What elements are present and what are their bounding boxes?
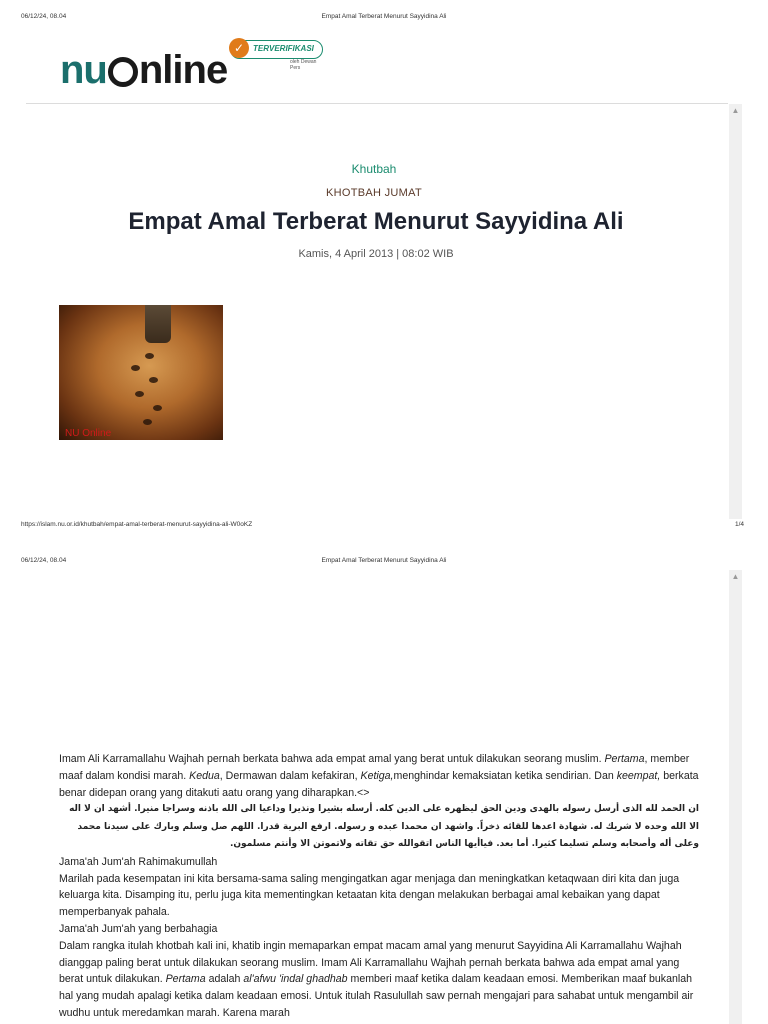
print-header bbox=[0, 13, 768, 25]
paragraph: Jama'ah Jum'ah yang berbahagia bbox=[59, 923, 218, 936]
logo-wordmark: nu nline bbox=[60, 48, 228, 92]
walking-legs-figure bbox=[145, 305, 171, 343]
article-title: Empat Amal Terberat Menurut Sayyidina Ali bbox=[128, 208, 624, 235]
article-body bbox=[59, 751, 699, 1022]
paragraph: Dalam rangka itulah khotbah kali ini, khatib ingin memaparkan empat macam amal yang menurut Sayyidina Ali Karramallahu Wajhah dianggap paling berat untuk dilakukan seorang muslim. Imam Ali Karramallahu Wajhah pernah berkata bahwa ada empat amal yang berat untuk dilakukan. Pertama adalah al'afwu 'indal ghadhab memberi maaf ketika dalam keadaan emosi. Memberikan maaf bukanlah hal yang mudah apalagi ketika dalam keadaan emosi. Untuk itulah Rasulullah saw pernah mengajari para sahabat untuk mengambil air wudhu untuk meredamkan marah. Karena marah bbox=[59, 939, 694, 1020]
verified-badge: ✓ TERVERIFIKASI bbox=[230, 40, 323, 59]
paragraph: Marilah pada kesempatan ini kita bersama-sama saling mengingatkan agar menjaga dan meningkatkan ketaqwaan diri kita dan juga keluarga kita. Disamping itu, perlu juga kita mementingkan ketaatan kita dengan melakukan berbagai amal kebaikan yang dapat memperbanyak pahala. bbox=[59, 872, 680, 919]
scrollbar[interactable] bbox=[729, 570, 742, 1024]
paragraph: Jama'ah Jum'ah Rahimakumullah bbox=[59, 855, 218, 868]
header-divider bbox=[26, 103, 728, 104]
footprint bbox=[135, 391, 144, 397]
footprint bbox=[143, 419, 152, 425]
scroll-up-arrow-icon[interactable]: ▲ bbox=[731, 572, 740, 581]
category-link[interactable]: Khutbah bbox=[351, 162, 397, 176]
subcategory-label: KHOTBAH JUMAT bbox=[326, 187, 422, 199]
print-header bbox=[0, 557, 768, 569]
image-caption: NU Online bbox=[65, 428, 112, 439]
arabic-paragraph: ان الحمد لله الذى أرسل رسوله بالهدى ودين الحق ليظهره على الدين كله. أرسله بشيرا ونذيرا وداعيا الى الله باذنه وسراجا منيرا. أشهد ان لا اله الا الله وحده لا شريك له. شهادة اعدها للقائه ذخراً. واشهد ان محمدا عبده و رسوله. ارفع البرية قدرا. اللهم صل وسلم وبارك على سيدنا محمد وعلى أله وأصحابه وسلم تسليما كثيرا. أما بعد. فياأيها الناس اتقوالله حق تقاته ولاتموتن الا وأنتم مسلمون. bbox=[69, 804, 699, 850]
logo-o-ring bbox=[108, 57, 138, 87]
checkmark-icon: ✓ bbox=[229, 38, 249, 58]
print-datetime: 06/12/24, 08.04 bbox=[21, 13, 67, 20]
print-doc-title: Empat Amal Terberat Menurut Sayyidina Ali bbox=[321, 557, 447, 564]
paragraph: Imam Ali Karramallahu Wajhah pernah berkata bahwa ada empat amal yang berat untuk dilakukan seorang muslim. Pertama, member maaf dalam kondisi marah. Kedua, Dermawan dalam kefakiran, Ketiga,menghindar kemaksiatan ketika sendirian. Dan keempat, berkata benar didepan orang yang ditakuti aatu orang yang diharapkan.<> bbox=[59, 753, 699, 799]
footprint bbox=[145, 353, 154, 359]
badge-subtitle: oleh Dewan Pers bbox=[290, 59, 317, 71]
print-page-number: 1/4 bbox=[734, 521, 744, 528]
print-datetime: 06/12/24, 08.04 bbox=[21, 557, 67, 564]
print-doc-title: Empat Amal Terberat Menurut Sayyidina Ali bbox=[321, 13, 447, 20]
article-image bbox=[59, 305, 223, 440]
footprint bbox=[131, 365, 140, 371]
footprint bbox=[149, 377, 158, 383]
article-date: Kamis, 4 April 2013 | 08:02 WIB bbox=[298, 248, 454, 260]
footprint bbox=[153, 405, 162, 411]
print-url: https://islam.nu.or.id/khutbah/empat-amal-terberat-menurut-sayyidina-ali-W0oKZ bbox=[21, 521, 253, 528]
nu-online-logo[interactable] bbox=[60, 40, 325, 95]
scroll-up-arrow-icon[interactable]: ▲ bbox=[731, 106, 740, 115]
